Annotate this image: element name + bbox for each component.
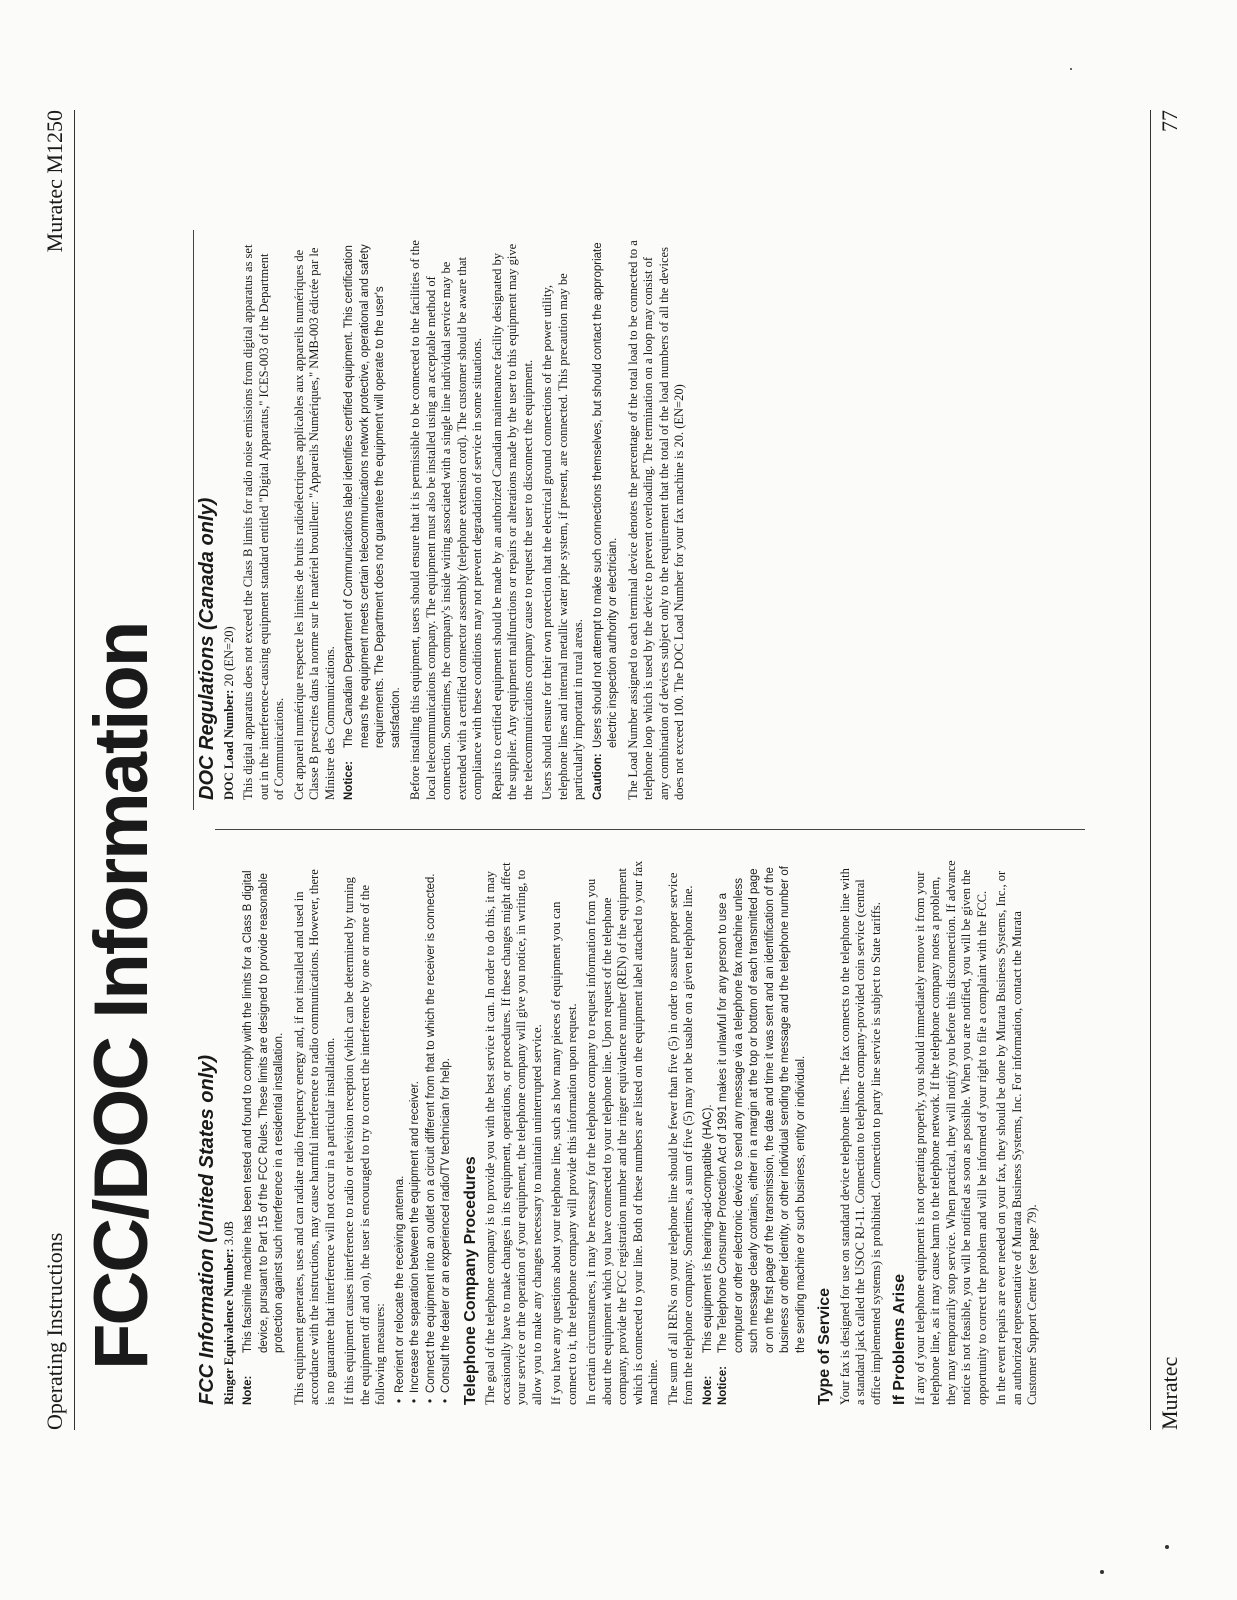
header-left: Operating Instructions [42, 1232, 67, 1430]
service-heading: Type of Service [816, 1287, 833, 1405]
scan-speck [1165, 1545, 1169, 1549]
fcc-paragraph-2: If this equipment causes interference to radio or television reception (which can be determined by turning the equipment off and on), the user is encouraged to try to correct the interference by one or more of the following measures: [342, 877, 387, 1405]
doc-paragraph-5: Users should ensure for their own protection that the electrical ground connections of the power utility, telephone lines and internal metallic water pipe system, if present, are connected. This precaution may be particularly important in rural areas. [540, 273, 585, 800]
problems-paragraph-1: If any of your telephone equipment is not operating properly, you should immediately remove it from your telephone line, as it may cause harm to the telephone network. If the telephone company notes a problem, they may temporarily stop service. When practical, they will notify you before this disconnection. If advance notice is not feasible, you will be notified as soon as possible. When you are notified, you will be given the opportunity to correct the problem and will be informed of your right to file a complaint with the FCC. [912, 860, 989, 1405]
doc-paragraph-2: Cet appareil numérique respecte les limites de bruits radioélectriques applicables aux appareils numériques de Classe B prescrites dans la norme sur le matériel brouilleur: "Appareils Numériques," NMB-003 édictée par le Ministre des Communications. [291, 247, 337, 800]
telco-notice [716, 860, 809, 1405]
fcc-note-text: This facsimile machine has been tested and found to comply with the limits for a Class B digital device, pursuant to Part 15 of the FCC Rules. These limits are designed to provide reasonable protection against such interference in a residential installation. [242, 870, 285, 1353]
fcc-bullet-3: • Connect the equipment into an outlet on a circuit different from that to which the receiver is connected. [424, 860, 440, 1405]
fcc-heading: FCC Information (United States only) [196, 1055, 218, 1405]
service-paragraph-1: Your fax is designed for use on standard device telephone lines. The fax connects to the telephone line with a standard jack called the USOC RJ-11. Connection to telephone company-provided coin service (central office implemented systems) is prohibited. Connection to party line service is subject to State tariffs. [837, 868, 883, 1405]
footer-rule [1150, 110, 1151, 1430]
footer-left: Muratec [1157, 1356, 1182, 1430]
right-column [196, 240, 692, 800]
doc-load-label: DOC Load Number: [221, 689, 236, 800]
doc-load-line [222, 240, 238, 800]
problems-heading: If Problems Arise [891, 1273, 908, 1405]
telco-paragraph-4: The sum of all RENs on your telephone line should be fewer than five (5) in order to assure proper service from the telephone company. Sometimes, a sum of five (5) may not be usable on a given telephone line. [665, 872, 695, 1405]
telco-paragraph-3: In certain circumstances, it may be necessary for the telephone company to request information from you about the equipment which you have connected to your telephone line. Upon request of the telephone company, provide the FCC registration number and the ringer equivalence number (REN) of the equipment which is connected to your line. Both of these numbers are listed on the equipment label attached to your fax machine. [584, 860, 660, 1405]
header-rule [74, 110, 75, 1430]
telco-note [701, 860, 717, 1405]
telco-paragraph-1: The goal of the telephone company is to provide you with the best service it can. In order to do this, it may occasionally have to make changes in its equipment, operations, or procedures. If these changes might affect your service or the operation of your equipment, the telephone company will give you notice, in writing, to allow you to make any changes necessary to maintain uninterrupted service. [483, 862, 544, 1405]
telco-heading: Telephone Company Procedures [461, 1156, 479, 1405]
doc-paragraph-6: The Load Number assigned to each terminal device denotes the percentage of the total load to be connected to a telephone loop which is used by the device to prevent overloading. The termination on a loop may consist of any combination of devices subject only to the requirement that the total of the load numbers of all the devices does not exceed 100. The DOC Load Number for your fax machine is 20. (EN=20) [625, 240, 686, 800]
fcc-bullet-1: • Reorient or relocate the receiving antenna. [393, 860, 409, 1405]
doc-paragraph-4: Repairs to certified equipment should be made by an authorized Canadian maintenance facility designated by the supplier. Any equipment malfunctions or repairs or alterations made by the user to this equipment may give the telecommunications company cause to request the user to disconnect the equipment. [489, 243, 535, 800]
doc-notice-text: The Canadian Department of Communications label identifies certified equipment. This certification means the equipment meets certain telecommunications network protective, operational and safety requirements. The Department does not guarantee the equipment will operate to the user's satisfaction. [343, 244, 402, 748]
header-right: Muratec M1250 [42, 110, 67, 253]
doc-caution-label: Caution: [591, 753, 604, 800]
page-number: 77 [1157, 110, 1182, 132]
fcc-bullet-4: • Consult the dealer or an experienced radio/TV technician for help. [439, 860, 455, 1405]
doc-paragraph-3: Before installing this equipment, users should ensure that it is permissible to be connected to the facilities of the local telecommunications company. The equipment must also be installed using an acceptable method of connection. Sometimes, the company's inside wiring associated with a single line individual service may be extended with a certified connector assembly (telephone extension cord). The customer should be aware that compliance with these conditions may not prevent degradation of service in some situations. [408, 240, 484, 800]
doc-notice [342, 240, 404, 800]
ren-value: 3.0B [221, 1221, 236, 1246]
doc-load-value: 20 (EN=20) [221, 626, 236, 687]
telco-note-label: Note: [701, 1375, 714, 1405]
doc-paragraph-1: This digital apparatus does not exceed the Class B limits for radio noise emissions from digital apparatus as set out in the interference-causing equipment standard entitled "Digital Apparatus," ICES-003 of the Department of Communications. [241, 244, 286, 800]
doc-caution [591, 240, 622, 800]
scan-speck [1100, 1570, 1104, 1574]
telco-notice-label: Notice: [717, 1366, 729, 1405]
fcc-note-label: Note: [242, 1375, 254, 1405]
telco-note-text: This equipment is hearing-aid-compatible (HAC). [701, 1104, 714, 1353]
column-divider [215, 829, 1085, 830]
telco-paragraph-2: If you have any questions about your telephone line, such as how many pieces of equipment you can connect to it, the telephone company will provide this information upon request. [549, 901, 579, 1405]
ren-label: Ringer Equivalence Number: [221, 1248, 236, 1405]
fcc-paragraph-1: This equipment generates, uses and can radiate radio frequency energy and, if not installed and used in accordance with the instructions, may cause harmful interference to radio communications. However, there is no guarantee that interference will not occur in a particular installation. [291, 869, 337, 1405]
scan-speck [1070, 68, 1072, 70]
problems-paragraph-2: In the event repairs are ever needed on your fax, they should be done by Murata Business Systems, Inc., or an authorized representative of Murata Business Systems, Inc. For information, contact the Murata Customer Support Center (see page 79). [994, 870, 1039, 1405]
ren-line [222, 860, 238, 1405]
telco-notice-text: The Telephone Consumer Protection Act of 1991 makes it unlawful for any person to use a computer or other electronic device to send any message via a telephone fax machine unless such message clearly contains, either in a margin at the top or bottom of each transmitted page or on the first page of the transmission, the date and time it was sent and an identification of the business or other identity, or other individual sending the message and the telephone number of the sending machine or such business, entity or individual. [717, 866, 807, 1353]
page-title: FCC/DOC Information [79, 622, 164, 1370]
right-column-rule [193, 230, 194, 810]
doc-heading: DOC Regulations (Canada only) [196, 497, 218, 800]
fcc-note [241, 860, 288, 1405]
fcc-bullet-2: • Increase the separation between the equipment and receiver. [408, 860, 424, 1405]
doc-notice-label: Notice: [343, 761, 355, 800]
doc-caution-text: Users should not attempt to make such connections themselves, but should contact the appropriate electric inspection authority or electrician. [591, 242, 619, 748]
left-column [196, 860, 1045, 1405]
